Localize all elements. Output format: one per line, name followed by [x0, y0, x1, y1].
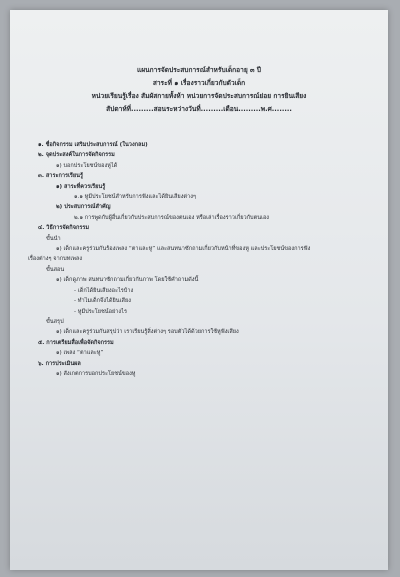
document-page [10, 10, 388, 570]
intro-item: ๑) เด็กและครูร่วมกันร้องเพลง “ตาและหู” และสนทนาซักถามเกี่ยวกับหน้าที่ของหู และประโยชน์ของการฟัง [56, 246, 311, 253]
step-intro-label: ขั้นนำ [46, 235, 61, 242]
section-materials: ๕. การเตรียมสื่อเพื่อจัดกิจกรรม [38, 339, 114, 346]
plan-unit: หน่วยเรียนรู้เรื่อง สัมผัสกายทั้งห้า หน่วยการจัดประสบการณ์ย่อย การยินเสียง [91, 92, 307, 100]
objective-item: ๑) บอกประโยชน์ของหูได้ [56, 162, 118, 169]
experience-item: ๒.๑ การพูดกับผู้อื่นเกี่ยวกับประสบการณ์ของตนเอง หรือเล่าเรื่องราวเกี่ยวกับตนเอง [74, 214, 270, 221]
plan-header [10, 64, 388, 116]
plan-title: แผนการจัดประสบการณ์สำหรับเด็กอายุ ๓ ปี [137, 66, 261, 74]
question-item: - หูมีประโยชน์อย่างไร [74, 308, 127, 315]
plan-body [28, 140, 372, 379]
section-objectives: ๒. จุดประสงค์ในการจัดกิจกรรม [38, 152, 115, 159]
question-item: - เด็กได้ยินเสียงอะไรบ้าง [74, 287, 134, 294]
section-learning-content: ๓. สาระการเรียนรู้ [38, 173, 84, 180]
teach-item: ๑) เด็กดูภาพ สนทนาซักถามเกี่ยวกับภาพ โดยใช้คำถามดังนี้ [56, 277, 199, 284]
subsection-key-experience: ๒) ประสบการณ์สำคัญ [56, 204, 111, 211]
question-item: - ทำไมเด็กจึงได้ยินเสียง [74, 298, 131, 305]
evaluation-item: ๑) สังเกตการบอกประโยชน์ของหู [56, 370, 136, 377]
plan-theme: สาระที่ ๑ เรื่องราวเกี่ยวกับตัวเด็ก [152, 79, 246, 87]
step-summary-label: ขั้นสรุป [46, 318, 64, 325]
knowledge-item: ๑.๑ หูมีประโยชน์สำหรับการฟังและได้ยินเสียงต่างๆ [74, 194, 196, 201]
plan-week: สัปดาห์ที่.........สอนระหว่างวันที่.........เดือน.........พ.ศ........ [106, 105, 292, 113]
section-evaluation: ๖. การประเมินผล [38, 360, 81, 367]
intro-item-continued: เรื่องต่างๆ จากบทเพลง [28, 256, 83, 263]
section-procedure: ๔. วิธีการจัดกิจกรรม [38, 225, 90, 232]
section-activity-name: ๑. ชื่อกิจกรรม เสริมประสบการณ์ (ในวงกลม) [38, 142, 148, 148]
summary-item: ๑) เด็กและครูร่วมกันสรุปว่า เราเรียนรู้สิ่งต่างๆ รอบตัวได้ด้วยการใช้หูฟังเสียง [56, 329, 239, 336]
subsection-knowledge: ๑) สาระที่ควรเรียนรู้ [56, 183, 106, 190]
step-teach-label: ขั้นสอน [46, 266, 65, 273]
material-item: ๑) เพลง “ตาและหู” [56, 350, 104, 357]
